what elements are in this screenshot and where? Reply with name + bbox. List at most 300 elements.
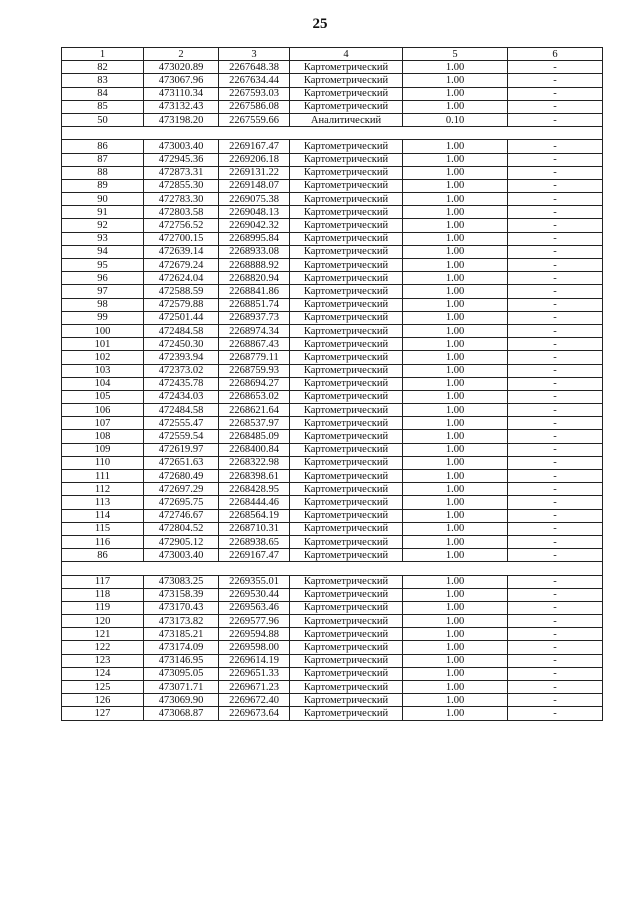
note-cell: - (508, 245, 603, 258)
note-cell: - (508, 166, 603, 179)
y-coordinate-cell: 2268444.46 (219, 496, 290, 509)
table-row (62, 245, 603, 258)
method-cell: Картометрический (290, 351, 403, 364)
accuracy-cell: 1.00 (403, 535, 508, 548)
y-coordinate-cell: 2268937.73 (219, 311, 290, 324)
y-coordinate-cell: 2269598.00 (219, 641, 290, 654)
x-coordinate-cell: 472639.14 (144, 245, 219, 258)
method-cell: Картометрический (290, 259, 403, 272)
table-row (62, 272, 603, 285)
note-cell: - (508, 140, 603, 153)
accuracy-cell: 1.00 (403, 74, 508, 87)
x-coordinate-cell: 472435.78 (144, 377, 219, 390)
accuracy-cell: 1.00 (403, 232, 508, 245)
note-cell: - (508, 87, 603, 100)
point-number-cell: 110 (62, 456, 144, 469)
x-coordinate-cell: 473003.40 (144, 140, 219, 153)
point-number-cell: 87 (62, 153, 144, 166)
accuracy-cell: 1.00 (403, 219, 508, 232)
method-cell: Картометрический (290, 285, 403, 298)
method-cell: Картометрический (290, 87, 403, 100)
x-coordinate-cell: 473158.39 (144, 588, 219, 601)
x-coordinate-cell: 472905.12 (144, 535, 219, 548)
x-coordinate-cell: 472697.29 (144, 483, 219, 496)
accuracy-cell: 1.00 (403, 87, 508, 100)
note-cell: - (508, 219, 603, 232)
accuracy-cell: 1.00 (403, 601, 508, 614)
table-row (62, 100, 603, 113)
method-cell: Картометрический (290, 601, 403, 614)
method-cell: Картометрический (290, 153, 403, 166)
y-coordinate-cell: 2268938.65 (219, 535, 290, 548)
table-row (62, 549, 603, 562)
note-cell: - (508, 667, 603, 680)
point-number-cell: 101 (62, 338, 144, 351)
table-row (62, 311, 603, 324)
note-cell: - (508, 470, 603, 483)
x-coordinate-cell: 472804.52 (144, 522, 219, 535)
y-coordinate-cell: 2269167.47 (219, 140, 290, 153)
note-cell: - (508, 549, 603, 562)
table-row (62, 496, 603, 509)
x-coordinate-cell: 472501.44 (144, 311, 219, 324)
x-coordinate-cell: 472679.24 (144, 259, 219, 272)
x-coordinate-cell: 472873.31 (144, 166, 219, 179)
x-coordinate-cell: 473069.90 (144, 694, 219, 707)
note-cell: - (508, 509, 603, 522)
table-row (62, 404, 603, 417)
accuracy-cell: 1.00 (403, 417, 508, 430)
accuracy-cell: 1.00 (403, 377, 508, 390)
note-cell: - (508, 628, 603, 641)
point-number-cell: 115 (62, 522, 144, 535)
x-coordinate-cell: 473020.89 (144, 61, 219, 74)
y-coordinate-cell: 2269075.38 (219, 193, 290, 206)
method-cell: Картометрический (290, 588, 403, 601)
method-cell: Картометрический (290, 535, 403, 548)
y-coordinate-cell: 2267634.44 (219, 74, 290, 87)
accuracy-cell: 1.00 (403, 549, 508, 562)
table-row (62, 179, 603, 192)
accuracy-cell: 1.00 (403, 496, 508, 509)
x-coordinate-cell: 473173.82 (144, 615, 219, 628)
method-cell: Картометрический (290, 628, 403, 641)
table-row (62, 575, 603, 588)
method-cell: Картометрический (290, 364, 403, 377)
accuracy-cell: 1.00 (403, 522, 508, 535)
table-row (62, 483, 603, 496)
y-coordinate-cell: 2269355.01 (219, 575, 290, 588)
method-cell: Аналитический (290, 113, 403, 126)
y-coordinate-cell: 2268759.93 (219, 364, 290, 377)
point-number-cell: 106 (62, 404, 144, 417)
point-number-cell: 93 (62, 232, 144, 245)
note-cell: - (508, 694, 603, 707)
table-row (62, 113, 603, 126)
point-number-cell: 117 (62, 575, 144, 588)
x-coordinate-cell: 473146.95 (144, 654, 219, 667)
x-coordinate-cell: 472855.30 (144, 179, 219, 192)
point-number-cell: 112 (62, 483, 144, 496)
table-row (62, 193, 603, 206)
y-coordinate-cell: 2268653.02 (219, 390, 290, 403)
y-coordinate-cell: 2269042.32 (219, 219, 290, 232)
note-cell: - (508, 443, 603, 456)
accuracy-cell: 1.00 (403, 615, 508, 628)
note-cell: - (508, 390, 603, 403)
method-cell: Картометрический (290, 219, 403, 232)
method-cell: Картометрический (290, 193, 403, 206)
accuracy-cell: 1.00 (403, 61, 508, 74)
point-number-cell: 83 (62, 74, 144, 87)
table-row (62, 74, 603, 87)
accuracy-cell: 1.00 (403, 694, 508, 707)
point-number-cell: 90 (62, 193, 144, 206)
point-number-cell: 85 (62, 100, 144, 113)
accuracy-cell: 1.00 (403, 509, 508, 522)
point-number-cell: 88 (62, 166, 144, 179)
method-cell: Картометрический (290, 707, 403, 720)
x-coordinate-cell: 472555.47 (144, 417, 219, 430)
note-cell: - (508, 259, 603, 272)
note-cell: - (508, 641, 603, 654)
method-cell: Картометрический (290, 206, 403, 219)
table-row (62, 641, 603, 654)
note-cell: - (508, 179, 603, 192)
accuracy-cell: 1.00 (403, 456, 508, 469)
note-cell: - (508, 338, 603, 351)
point-number-cell: 104 (62, 377, 144, 390)
method-cell: Картометрический (290, 456, 403, 469)
point-number-cell: 94 (62, 245, 144, 258)
method-cell: Картометрический (290, 575, 403, 588)
y-coordinate-cell: 2267593.03 (219, 87, 290, 100)
table-row (62, 87, 603, 100)
x-coordinate-cell: 472945.36 (144, 153, 219, 166)
point-number-cell: 84 (62, 87, 144, 100)
table-row (62, 298, 603, 311)
x-coordinate-cell: 473174.09 (144, 641, 219, 654)
note-cell: - (508, 588, 603, 601)
x-coordinate-cell: 472746.67 (144, 509, 219, 522)
point-number-cell: 107 (62, 417, 144, 430)
column-header: 1 (62, 48, 144, 61)
accuracy-cell: 1.00 (403, 483, 508, 496)
y-coordinate-cell: 2268841.86 (219, 285, 290, 298)
point-number-cell: 121 (62, 628, 144, 641)
x-coordinate-cell: 472651.63 (144, 456, 219, 469)
y-coordinate-cell: 2268537.97 (219, 417, 290, 430)
x-coordinate-cell: 472624.04 (144, 272, 219, 285)
method-cell: Картометрический (290, 615, 403, 628)
note-cell: - (508, 311, 603, 324)
table-header-row (62, 48, 603, 61)
table-row (62, 219, 603, 232)
accuracy-cell: 1.00 (403, 285, 508, 298)
method-cell: Картометрический (290, 641, 403, 654)
accuracy-cell: 1.00 (403, 193, 508, 206)
y-coordinate-cell: 2268710.31 (219, 522, 290, 535)
method-cell: Картометрический (290, 390, 403, 403)
method-cell: Картометрический (290, 298, 403, 311)
x-coordinate-cell: 472559.54 (144, 430, 219, 443)
x-coordinate-cell: 473083.25 (144, 575, 219, 588)
method-cell: Картометрический (290, 245, 403, 258)
y-coordinate-cell: 2268428.95 (219, 483, 290, 496)
table-row (62, 364, 603, 377)
method-cell: Картометрический (290, 311, 403, 324)
table-row (62, 338, 603, 351)
accuracy-cell: 1.00 (403, 390, 508, 403)
table-row (62, 654, 603, 667)
table-row (62, 456, 603, 469)
method-cell: Картометрический (290, 140, 403, 153)
point-number-cell: 116 (62, 535, 144, 548)
note-cell: - (508, 496, 603, 509)
method-cell: Картометрический (290, 654, 403, 667)
y-coordinate-cell: 2268820.94 (219, 272, 290, 285)
y-coordinate-cell: 2268867.43 (219, 338, 290, 351)
table-row (62, 153, 603, 166)
table-row (62, 61, 603, 74)
y-coordinate-cell: 2267648.38 (219, 61, 290, 74)
note-cell: - (508, 61, 603, 74)
y-coordinate-cell: 2268485.09 (219, 430, 290, 443)
y-coordinate-cell: 2268779.11 (219, 351, 290, 364)
y-coordinate-cell: 2268851.74 (219, 298, 290, 311)
x-coordinate-cell: 473068.87 (144, 707, 219, 720)
accuracy-cell: 0.10 (403, 113, 508, 126)
table-row (62, 443, 603, 456)
note-cell: - (508, 377, 603, 390)
method-cell: Картометрический (290, 338, 403, 351)
y-coordinate-cell: 2269148.07 (219, 179, 290, 192)
x-coordinate-cell: 472373.02 (144, 364, 219, 377)
method-cell: Картометрический (290, 522, 403, 535)
accuracy-cell: 1.00 (403, 100, 508, 113)
accuracy-cell: 1.00 (403, 311, 508, 324)
x-coordinate-cell: 472700.15 (144, 232, 219, 245)
method-cell: Картометрический (290, 324, 403, 337)
method-cell: Картометрический (290, 272, 403, 285)
table-row (62, 390, 603, 403)
x-coordinate-cell: 472756.52 (144, 219, 219, 232)
note-cell: - (508, 351, 603, 364)
method-cell: Картометрический (290, 496, 403, 509)
method-cell: Картометрический (290, 470, 403, 483)
accuracy-cell: 1.00 (403, 588, 508, 601)
column-header: 2 (144, 48, 219, 61)
note-cell: - (508, 272, 603, 285)
method-cell: Картометрический (290, 179, 403, 192)
table-row (62, 351, 603, 364)
method-cell: Картометрический (290, 509, 403, 522)
x-coordinate-cell: 472393.94 (144, 351, 219, 364)
x-coordinate-cell: 472579.88 (144, 298, 219, 311)
x-coordinate-cell: 473132.43 (144, 100, 219, 113)
method-cell: Картометрический (290, 417, 403, 430)
x-coordinate-cell: 472588.59 (144, 285, 219, 298)
y-coordinate-cell: 2269671.23 (219, 681, 290, 694)
table-row (62, 707, 603, 720)
point-number-cell: 89 (62, 179, 144, 192)
table-row (62, 285, 603, 298)
point-number-cell: 118 (62, 588, 144, 601)
accuracy-cell: 1.00 (403, 628, 508, 641)
accuracy-cell: 1.00 (403, 430, 508, 443)
method-cell: Картометрический (290, 667, 403, 680)
x-coordinate-cell: 472783.30 (144, 193, 219, 206)
table-body (62, 61, 603, 720)
x-coordinate-cell: 472695.75 (144, 496, 219, 509)
accuracy-cell: 1.00 (403, 575, 508, 588)
note-cell: - (508, 681, 603, 694)
accuracy-cell: 1.00 (403, 259, 508, 272)
method-cell: Картометрический (290, 377, 403, 390)
separator-cell (62, 562, 603, 575)
point-number-cell: 99 (62, 311, 144, 324)
method-cell: Картометрический (290, 681, 403, 694)
x-coordinate-cell: 472619.97 (144, 443, 219, 456)
note-cell: - (508, 232, 603, 245)
note-cell: - (508, 654, 603, 667)
y-coordinate-cell: 2269206.18 (219, 153, 290, 166)
accuracy-cell: 1.00 (403, 166, 508, 179)
note-cell: - (508, 193, 603, 206)
table-row (62, 324, 603, 337)
y-coordinate-cell: 2268888.92 (219, 259, 290, 272)
method-cell: Картометрический (290, 232, 403, 245)
accuracy-cell: 1.00 (403, 245, 508, 258)
point-number-cell: 105 (62, 390, 144, 403)
point-number-cell: 92 (62, 219, 144, 232)
column-header: 6 (508, 48, 603, 61)
x-coordinate-cell: 473110.34 (144, 87, 219, 100)
point-number-cell: 95 (62, 259, 144, 272)
point-number-cell: 82 (62, 61, 144, 74)
y-coordinate-cell: 2269167.47 (219, 549, 290, 562)
x-coordinate-cell: 473067.96 (144, 74, 219, 87)
page-number: 25 (312, 16, 328, 32)
accuracy-cell: 1.00 (403, 364, 508, 377)
x-coordinate-cell: 473095.05 (144, 667, 219, 680)
table-row (62, 615, 603, 628)
note-cell: - (508, 575, 603, 588)
x-coordinate-cell: 473071.71 (144, 681, 219, 694)
accuracy-cell: 1.00 (403, 667, 508, 680)
table-row (62, 377, 603, 390)
table-row (62, 667, 603, 680)
accuracy-cell: 1.00 (403, 272, 508, 285)
point-number-cell: 108 (62, 430, 144, 443)
note-cell: - (508, 285, 603, 298)
table-row (62, 694, 603, 707)
table-row (62, 681, 603, 694)
accuracy-cell: 1.00 (403, 206, 508, 219)
column-header: 5 (403, 48, 508, 61)
x-coordinate-cell: 472484.58 (144, 404, 219, 417)
note-cell: - (508, 601, 603, 614)
point-number-cell: 103 (62, 364, 144, 377)
method-cell: Картометрический (290, 100, 403, 113)
y-coordinate-cell: 2269131.22 (219, 166, 290, 179)
table-row (62, 259, 603, 272)
point-number-cell: 124 (62, 667, 144, 680)
point-number-cell: 127 (62, 707, 144, 720)
point-number-cell: 113 (62, 496, 144, 509)
point-number-cell: 102 (62, 351, 144, 364)
point-number-cell: 122 (62, 641, 144, 654)
y-coordinate-cell: 2269651.33 (219, 667, 290, 680)
x-coordinate-cell: 473003.40 (144, 549, 219, 562)
note-cell: - (508, 74, 603, 87)
y-coordinate-cell: 2269614.19 (219, 654, 290, 667)
note-cell: - (508, 535, 603, 548)
method-cell: Картометрический (290, 443, 403, 456)
y-coordinate-cell: 2268398.61 (219, 470, 290, 483)
accuracy-cell: 1.00 (403, 707, 508, 720)
accuracy-cell: 1.00 (403, 324, 508, 337)
point-number-cell: 91 (62, 206, 144, 219)
x-coordinate-cell: 473198.20 (144, 113, 219, 126)
method-cell: Картометрический (290, 430, 403, 443)
accuracy-cell: 1.00 (403, 654, 508, 667)
table-row (62, 522, 603, 535)
table-row (62, 430, 603, 443)
y-coordinate-cell: 2269530.44 (219, 588, 290, 601)
x-coordinate-cell: 472450.30 (144, 338, 219, 351)
y-coordinate-cell: 2268322.98 (219, 456, 290, 469)
note-cell: - (508, 298, 603, 311)
note-cell: - (508, 430, 603, 443)
table-row (62, 628, 603, 641)
table-row (62, 166, 603, 179)
y-coordinate-cell: 2268564.19 (219, 509, 290, 522)
point-number-cell: 86 (62, 140, 144, 153)
note-cell: - (508, 417, 603, 430)
y-coordinate-cell: 2268694.27 (219, 377, 290, 390)
point-number-cell: 109 (62, 443, 144, 456)
x-coordinate-cell: 472484.58 (144, 324, 219, 337)
note-cell: - (508, 522, 603, 535)
x-coordinate-cell: 472680.49 (144, 470, 219, 483)
accuracy-cell: 1.00 (403, 298, 508, 311)
y-coordinate-cell: 2268933.08 (219, 245, 290, 258)
y-coordinate-cell: 2268995.84 (219, 232, 290, 245)
note-cell: - (508, 483, 603, 496)
table-row (62, 535, 603, 548)
method-cell: Картометрический (290, 61, 403, 74)
x-coordinate-cell: 472434.03 (144, 390, 219, 403)
accuracy-cell: 1.00 (403, 404, 508, 417)
method-cell: Картометрический (290, 694, 403, 707)
separator-row (62, 562, 603, 575)
method-cell: Картометрический (290, 483, 403, 496)
point-number-cell: 125 (62, 681, 144, 694)
point-number-cell: 123 (62, 654, 144, 667)
table-row (62, 417, 603, 430)
coordinates-table (61, 47, 603, 721)
table-row (62, 588, 603, 601)
point-number-cell: 98 (62, 298, 144, 311)
y-coordinate-cell: 2267559.66 (219, 113, 290, 126)
y-coordinate-cell: 2268621.64 (219, 404, 290, 417)
accuracy-cell: 1.00 (403, 641, 508, 654)
y-coordinate-cell: 2269672.40 (219, 694, 290, 707)
point-number-cell: 96 (62, 272, 144, 285)
accuracy-cell: 1.00 (403, 681, 508, 694)
point-number-cell: 86 (62, 549, 144, 562)
